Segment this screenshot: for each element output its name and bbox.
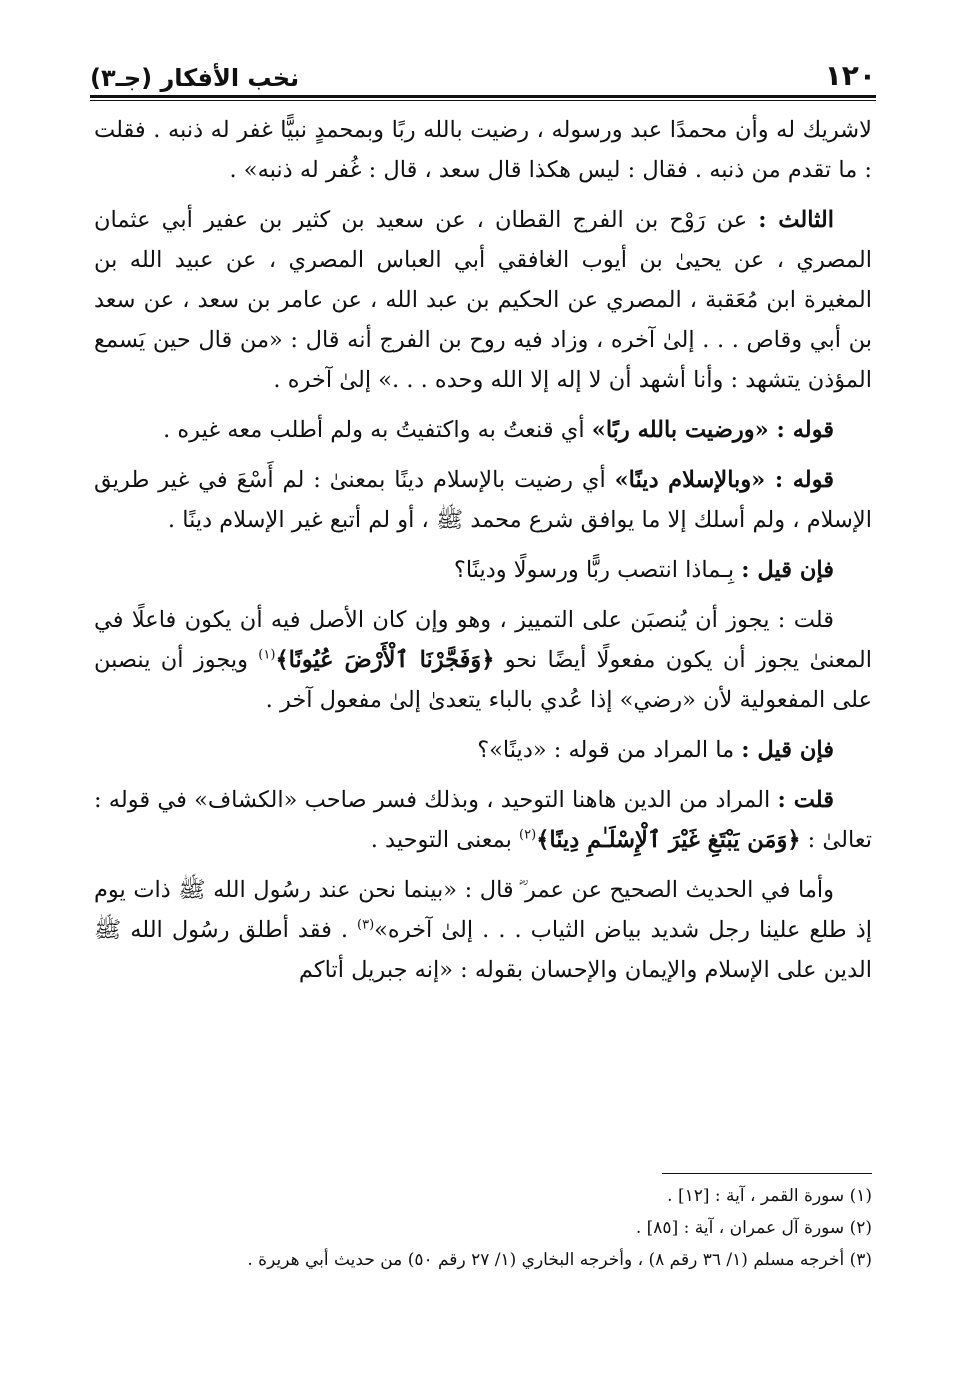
running-title: نخب الأفكار (جـ٣) [90,64,300,92]
paragraph-hadith: وأما في الحديث الصحيح عن عمر ؓ قال : «بينما نحن عند رسُول الله ﷺ ذات يوم إذ طلع علينا رجل شديد بياض الثياب . . . إلىٰ آخره»$^{(٣)}$ . فقد أطلق رسُول الله ﷺ الدين على الإسلام والإيمان والإحسان بقوله : «إنه جبريل أتاكم [94,877,872,983]
paragraph-lead: قوله : «وبالإسلام دينًا» [614,467,834,493]
footnote-marker: (٣) [357,917,375,933]
paragraph-lead: فإن قيل : [741,557,834,583]
page-number: ١٢٠ [824,59,876,92]
paragraph-question-2: فإن قيل : ما المراد من قوله : «دينًا»؟ [477,737,834,763]
footnotes [94,1180,872,1276]
paragraph-lead: الثالث : [758,207,834,233]
footnote-divider [662,1173,872,1174]
paragraph-rabb: قوله : «ورضيت بالله ربًا» أي قنعتُ به واكتفيتُ به ولم أطلب معه غيره . [163,417,834,443]
quran-verse: ﴿وَمَن يَبْتَغِ غَيْرَ ٱلْإِسْلَـٰمِ دِينًا﴾ [536,827,801,853]
header-divider [90,95,876,101]
page-header [90,40,876,92]
footnote-item: (١) سورة القمر ، آية : [١٢] . [667,1186,872,1206]
paragraph-third-chain: الثالث : عن رَوْح بن الفرج القطان ، عن سعيد بن كثير بن عفير أبي عثمان المصري ، عن يحيىٰ بن أيوب الغافقي أبي العباس المصري ، عن عبيد الله بن المغيرة ابن مُعَقبة ، المصري عن الحكيم بن عبد الله ، عن عامر بن سعد ، عن سعد بن أبي وقاص . . . إلىٰ آخره ، وزاد فيه روح بن الفرج أنه قال : «من قال حين يَسمع المؤذن يتشهد : وأنا أشهد أن لا إله إلا الله وحده . . .» إلىٰ آخره . [94,207,872,393]
footnote-item: (٢) سورة آل عمران ، آية : [٨٥] . [635,1218,872,1238]
paragraph-question-1: فإن قيل : بِـماذا انتصب ربًّا ورسولًا ودينًا؟ [453,557,834,583]
paragraph-continuation: لاشريك له وأن محمدًا عبد ورسوله ، رضيت بالله ربًا وبمحمدٍ نبيًّا غفر له ذنبه . فقلت : ما تقدم من ذنبه . فقال : ليس هكذا قال سعد ، قال : غُفر له ذنبه» . [94,117,872,183]
paragraph-islam: قوله : «وبالإسلام دينًا» أي رضيت بالإسلام دينًا بمعنىٰ : لم أَسْعَ في غير طريق الإسلام ، ولم أسلك إلا ما يوافق شرع محمد ﷺ ، أو لم أتبع غير الإسلام دينًا . [94,467,872,533]
quran-verse: ﴿وَفَجَّرْنَا ٱلْأَرْضَ عُيُونًا﴾ [275,647,495,673]
paragraph-lead: قلت : [777,787,835,813]
paragraph-lead: قوله : «ورضيت بالله ربًا» [591,417,834,443]
paragraph-answer-1: قلت : يجوز أن يُنصبَن على التمييز ، وهو وإن كان الأصل فيه أن يكون فاعلًا في المعنىٰ يجوز أن يكون مفعولًا أيضًا نحو ﴿وَفَجَّرْنَا ٱلْأَرْضَ عُيُونًا﴾$^{(١)}$ ويجوز أن ينصبن على المفعولية لأن «رضي» إذا عُدي بالباء يتعدىٰ إلىٰ مفعول آخر . [94,607,872,713]
paragraph-lead: فإن قيل : [741,737,834,763]
footnote-marker: (١) [258,647,276,663]
main-text [94,110,872,1000]
paragraph-answer-2: قلت : المراد من الدين هاهنا التوحيد ، وبذلك فسر صاحب «الكشاف» في قوله : تعالىٰ : ﴿وَمَن يَبْتَغِ غَيْرَ ٱلْإِسْلَـٰمِ دِينًا﴾$^{(٢)}$ بمعنى التوحيد . [94,787,872,853]
footnote-marker: (٢) [519,827,537,843]
footnote-item: (٣) أخرجه مسلم (١/ ٣٦ رقم ٨) ، وأخرجه البخاري (١/ ٢٧ رقم ٥٠) من حديث أبي هريرة . [247,1250,872,1270]
